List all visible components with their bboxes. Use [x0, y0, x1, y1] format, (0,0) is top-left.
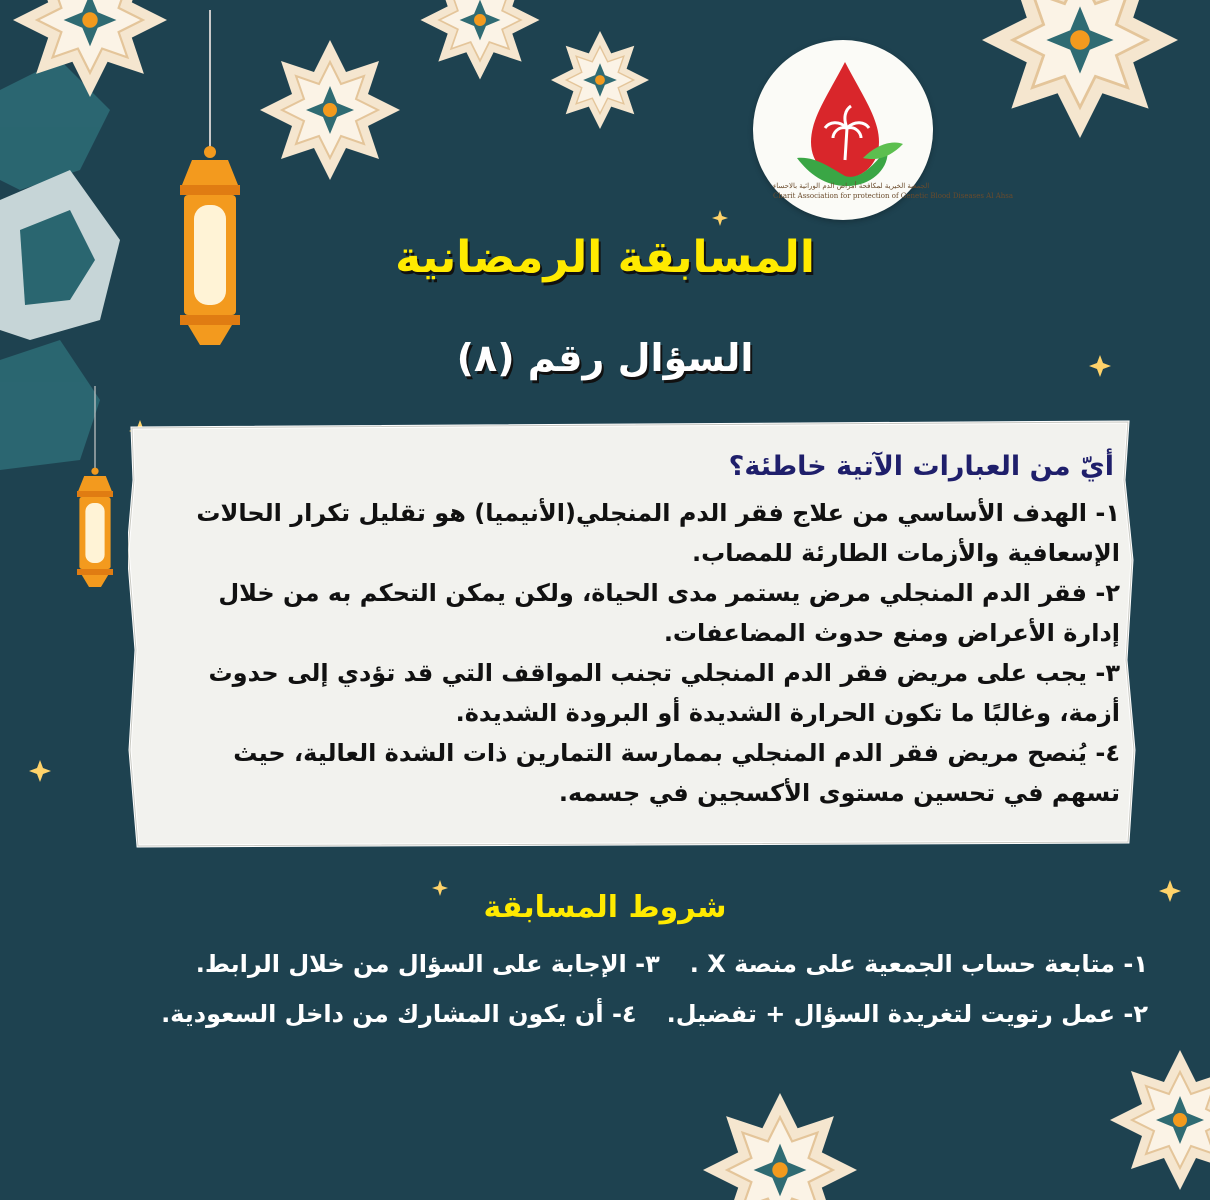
question-number: السؤال رقم (٨): [456, 336, 754, 380]
option-1: ١- الهدف الأساسي من علاج فقر الدم المنجلي(الأنيميا) هو تقليل تكرار الحالات الإسعافية والأزمات الطارئة للمصاب.: [196, 499, 1120, 567]
logo-caption-english: Charit Association for protection of Genetic Blood Diseases Al Ahsa: [773, 192, 1014, 200]
condition-1: ١- متابعة حساب الجمعية على منصة X .: [689, 950, 1148, 978]
logo-caption-arabic: الجمعية الخيرية لمكافحة أمراض الدم الوراثية بالاحساء: [773, 182, 930, 190]
condition-4: ٤- أن يكون المشارك من داخل السعودية.: [161, 1000, 637, 1028]
condition-2: ٢- عمل رتويت لتغريدة السؤال + تفضيل.: [666, 1000, 1148, 1028]
conditions-row-1: [196, 950, 1148, 978]
option-3: ٣- يجب على مريض فقر الدم المنجلي تجنب المواقف التي قد تؤدي إلى حدوث أزمة، وغالبًا ما تكون الحرارة الشديدة أو البرودة الشديدة.: [208, 659, 1120, 727]
conditions-row-2: [161, 1000, 1148, 1028]
page-title: المسابقة الرمضانية: [395, 232, 815, 283]
question-content: [160, 445, 1120, 845]
conditions-title: شروط المسابقة: [483, 890, 727, 925]
question-text: أيّ من العبارات الآتية خاطئة؟: [728, 451, 1114, 482]
option-4: ٤- يُنصح مريض فقر الدم المنجلي بممارسة التمارين ذات الشدة العالية، حيث تسهم في تحسين مستوى الأكسجين في جسمه.: [233, 739, 1120, 807]
association-logo: [753, 40, 1014, 220]
option-2: ٢- فقر الدم المنجلي مرض يستمر مدى الحياة، ولكن يمكن التحكم به من خلال إدارة الأعراض ومنع حدوث المضاعفات.: [218, 579, 1120, 647]
condition-3: ٣- الإجابة على السؤال من خلال الرابط.: [195, 950, 660, 978]
